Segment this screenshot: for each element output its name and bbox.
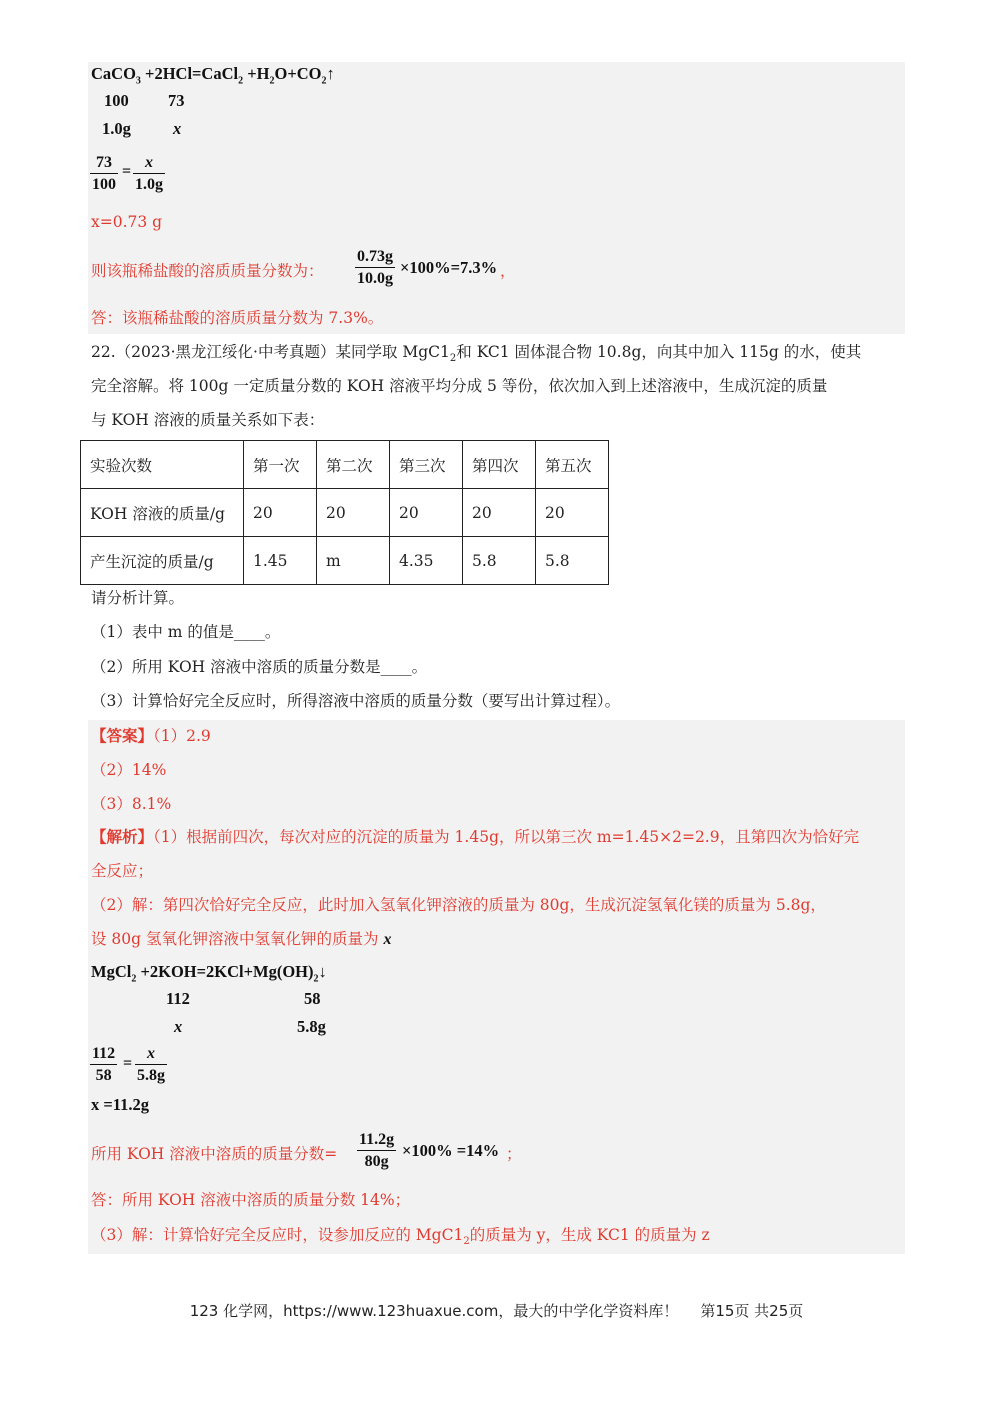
concentration-line: 则该瓶稀盐酸的溶质质量分数为：: [91, 262, 324, 280]
table-header-cell: 实验次数: [81, 441, 244, 489]
table-cell: KOH 溶液的质量/g: [81, 489, 244, 537]
fraction-73-100: $\frac{73}{100}$: [92, 154, 116, 193]
table-cell: m: [317, 537, 390, 585]
prompt-q2: （2）所用 KOH 溶液中溶质的质量分数是____。: [91, 658, 428, 676]
var-row-2b: 5.8g: [297, 1017, 326, 1036]
equals-sign: =: [122, 163, 132, 180]
var-row-1a: 1.0g: [102, 119, 131, 138]
var-row-1b: x: [173, 119, 182, 138]
table-header-cell: 第四次: [463, 441, 536, 489]
prompt-intro: 请分析计算。: [91, 589, 185, 607]
question-line-3: 与 KOH 溶液的质量关系如下表：: [91, 411, 325, 429]
table-cell: 20: [536, 489, 609, 537]
answer-line-top: 答：该瓶稀盐酸的溶质质量分数为 7.3%。: [91, 309, 384, 327]
prompt-q3: （3）计算恰好完全反应时，所得溶液中溶质的质量分数（要写出计算过程）。: [91, 692, 621, 710]
analysis-p2a: （2）解：第四次恰好完全反应，此时加入氢氧化钾溶液的质量为 80g，生成沉淀氢氧化镁的质量为 5.8g，: [91, 896, 826, 914]
table-cell: 1.45: [244, 537, 317, 585]
answer-3: （3）8.1%: [91, 795, 172, 813]
fraction-073-100: $\frac{0.73g}{10.0g}$: [357, 248, 393, 287]
x-result-2: x =11.2g: [91, 1095, 149, 1114]
up-arrow-icon: ↑: [326, 64, 335, 83]
table-header-cell: 第五次: [536, 441, 609, 489]
analysis-p1a: 【解析】（1）根据前四次，每次对应的沉淀的质量为 1.45g，所以第三次 m=1.45×2=2.9，且第四次为恰好完: [91, 827, 860, 846]
question-line-2: 完全溶解。将 100g 一定质量分数的 KOH 溶液平均分成 5 等份，依次加入到上述溶液中，生成沉淀的质量: [91, 377, 828, 395]
analysis-label: 【解析】: [91, 827, 154, 846]
comma: ，: [500, 262, 516, 280]
fraction-x-1g: $\frac{x}{1.0g}$: [135, 154, 163, 193]
analysis-p3: （3）解：计算恰好完全反应时，设参加反应的 $MgC1_2$的质量为 y，生成 KC1 的质量为 z: [91, 1226, 710, 1248]
table-cell: 20: [390, 489, 463, 537]
table-cell: 20: [463, 489, 536, 537]
fraction-x-58g: $\frac{x}{5.8g}$: [137, 1045, 165, 1084]
data-table: [80, 440, 609, 585]
solution-block-bottom: [88, 720, 905, 1254]
footer-site: 123 化学网，https://www.123huaxue.com，最大的中学化学资料库！: [189, 1302, 679, 1320]
var-row-2a: x: [174, 1017, 183, 1036]
fraction-tail-2: ×100% =14%: [402, 1141, 500, 1160]
analysis-p2b: 设 80g 氢氧化钾溶液中氢氧化钾的质量为 x: [91, 930, 392, 948]
answer-line-2: 答：所用 KOH 溶液中溶质的质量分数 14%；: [91, 1191, 411, 1209]
equation-caco3: CaCO$_3$ +2HCl=CaCl$_2$ $+H_2O+CO_2↑$: [91, 64, 335, 87]
mass-row-1a: 100: [104, 91, 129, 110]
solution-block-top: [88, 62, 905, 334]
table-cell: 5.8: [463, 537, 536, 585]
table-cell: 20: [244, 489, 317, 537]
prompt-q1: （1）表中 m 的值是____。: [91, 623, 281, 641]
page-number: 第15页 共25页: [700, 1302, 804, 1320]
table-row: [81, 537, 609, 585]
answer-2: （2）14%: [91, 761, 167, 779]
equation-mgcl2: MgCl$_2$ $+2KOH=2KCl+Mg(OH)_2↓$: [91, 962, 327, 985]
table-cell: 5.8: [536, 537, 609, 585]
table-cell: 产生沉淀的质量/g: [81, 537, 244, 585]
answer-1: 【答案】（1）2.9: [91, 726, 211, 745]
equals-sign-2: =: [123, 1055, 133, 1072]
table-cell: 4.35: [390, 537, 463, 585]
page-footer: [0, 1300, 993, 1321]
table-header-cell: 第一次: [244, 441, 317, 489]
x-result-1: x=0.73 g: [91, 213, 163, 231]
table-cell: 20: [317, 489, 390, 537]
fraction-112-58: $\frac{112}{58}$: [92, 1045, 116, 1084]
question-line-1: 22.（2023·黑龙江绥化·中考真题）某同学取 $MgC1_2$和 KC1 固体混合物 10.8g，向其中加入 115g 的水，使其: [91, 343, 862, 365]
table-header-row: [81, 441, 609, 489]
semicolon: ；: [506, 1145, 522, 1163]
fraction-112-80: $\frac{11.2g}{80g}$: [359, 1131, 395, 1170]
mass-row-1b: 73: [168, 91, 185, 110]
analysis-p1b: 全反应；: [91, 862, 154, 880]
table-header-cell: 第三次: [390, 441, 463, 489]
mass-row-2a: 112: [166, 989, 190, 1008]
koh-fraction-line: 所用 KOH 溶液中溶质的质量分数=: [91, 1145, 338, 1163]
fraction-tail-1: ×100%=7.3%: [400, 258, 498, 277]
mass-row-2b: 58: [304, 989, 321, 1008]
table-header-cell: 第二次: [317, 441, 390, 489]
down-arrow-icon: ↓: [318, 962, 327, 981]
table-row: [81, 489, 609, 537]
answer-label: 【答案】: [91, 726, 154, 745]
